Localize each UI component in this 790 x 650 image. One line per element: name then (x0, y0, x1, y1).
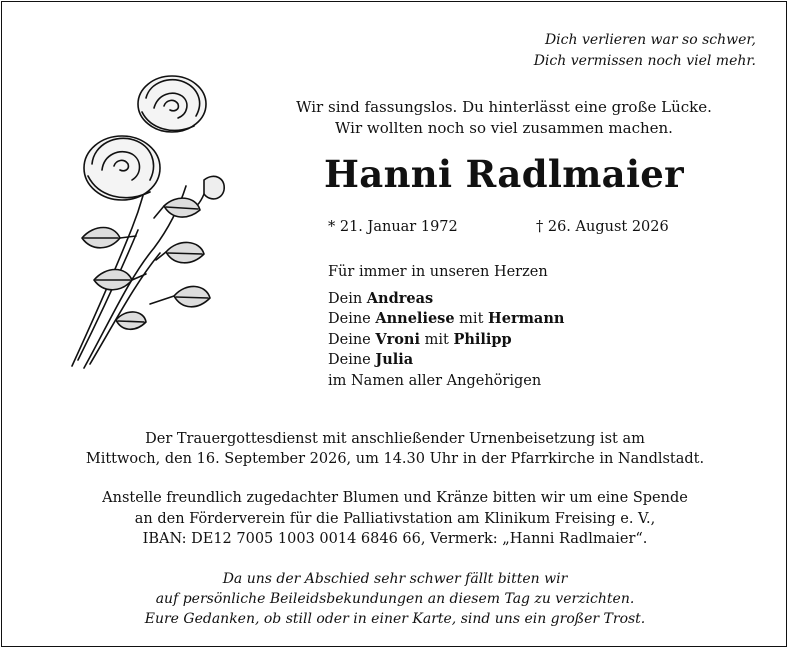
mourner-prefix: Dein (328, 290, 367, 307)
intro-line-1: Wir sind fassungslos. Du hinterlässt eine große Lücke. (296, 98, 712, 116)
mourner-line-5: im Namen aller Angehörigen (328, 372, 542, 389)
mourner-line-3 (328, 330, 564, 351)
bottom-quote-line-2: auf persönliche Beileidsbekundungen an diesem Tag zu verzichten. (155, 591, 635, 607)
notice-frame (1, 1, 787, 647)
birth-date: * 21. Januar 1972 (328, 219, 458, 235)
bottom-quote-line-1: Da uns der Abschied sehr schwer fällt bitten wir (222, 571, 568, 587)
service-info (2, 429, 788, 469)
mourner-name: Vroni (375, 330, 420, 348)
rose-illustration-icon (54, 68, 254, 378)
mourner-name: Anneliese (375, 310, 455, 327)
donation-line-1: Anstelle freundlich zugedachter Blumen und Kränze bitten wir um eine Spende (102, 490, 688, 506)
donation-line-3: IBAN: DE12 7005 1003 0014 6846 66, Vermerk: „Hanni Radlmaier“. (142, 531, 648, 547)
donation-info (2, 488, 788, 550)
bottom-quote-line-3: Eure Gedanken, ob still oder in einer Karte, sind uns ein großer Trost. (144, 611, 646, 627)
top-quote-line-2: Dich vermissen noch viel mehr. (533, 53, 756, 69)
donation-line-2: an den Förderverein für die Palliativstation am Klinikum Freising e. V., (134, 510, 656, 527)
intro-text (264, 97, 744, 139)
mourner-connector: mit (454, 311, 489, 327)
mourners-block (328, 262, 564, 391)
intro-line-2: Wir wollten noch so viel zusammen machen. (335, 119, 673, 137)
mourner-connector: mit (420, 331, 454, 348)
mourner-prefix: Deine (328, 331, 376, 348)
mourner-line-2 (328, 309, 564, 330)
top-quote-line-1: Dich verlieren war so schwer, (544, 32, 756, 48)
mourner-prefix: Deine (328, 311, 376, 327)
mourner-name: Julia (375, 351, 414, 368)
life-dates (328, 217, 728, 237)
top-quote (534, 30, 756, 72)
death-date: † 26. August 2026 (536, 219, 669, 235)
mourner-name: Philipp (453, 330, 512, 348)
mourner-name: Hermann (488, 310, 565, 327)
service-line-2: Mittwoch, den 16. September 2026, um 14.30 Uhr in der Pfarrkirche in Nandlstadt. (85, 451, 705, 467)
service-line-1: Der Trauergottesdienst mit anschließender Urnenbeisetzung ist am (145, 431, 645, 447)
mourner-prefix: Deine (328, 352, 376, 368)
mourner-line-4 (328, 350, 564, 371)
mourner-line-1 (328, 289, 564, 310)
deceased-name: Hanni Radlmaier (324, 152, 684, 196)
mourner-name: Andreas (366, 289, 434, 307)
forever-line: Für immer in unseren Herzen (328, 264, 548, 280)
bottom-quote (2, 569, 788, 629)
